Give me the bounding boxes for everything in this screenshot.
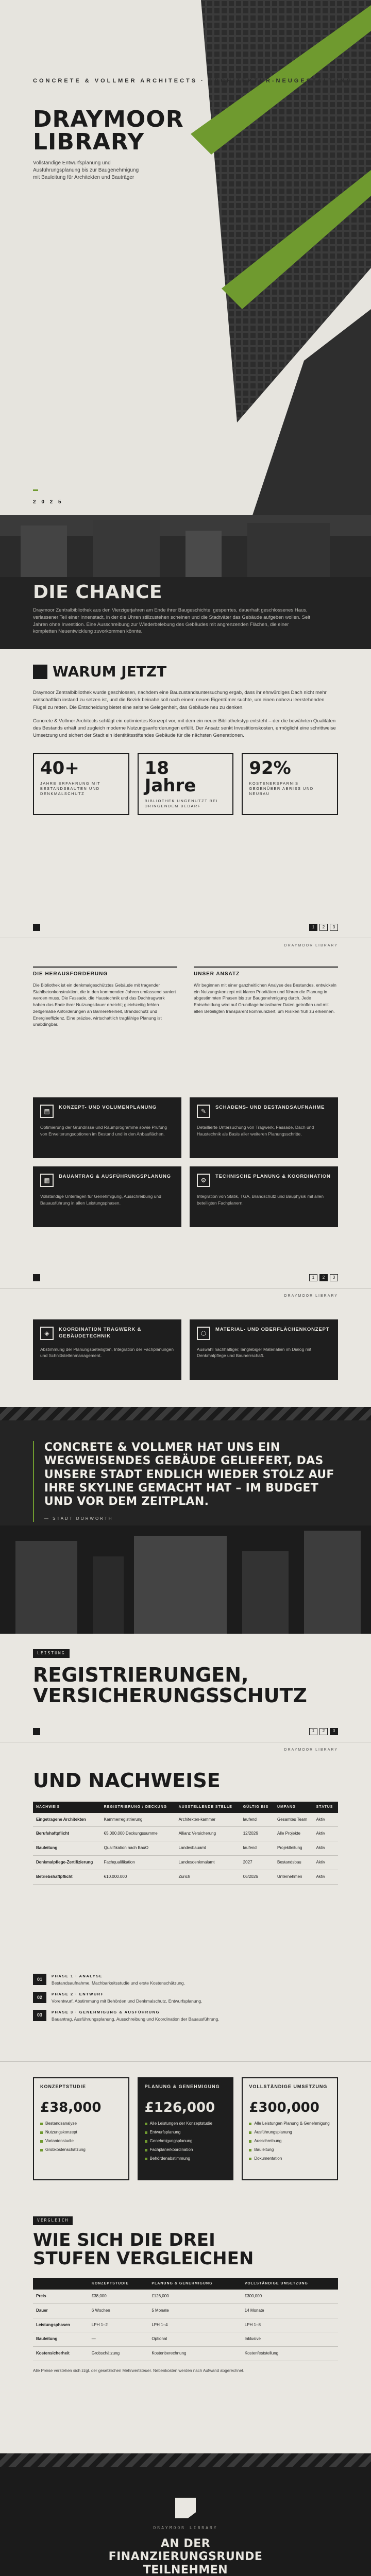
price-feature: Genehmigungsplanung xyxy=(145,2139,227,2144)
table-cell: Gesamtes Team xyxy=(274,1813,313,1827)
page-button[interactable]: 2 xyxy=(319,924,328,931)
photo-strip xyxy=(0,515,371,577)
table-cell: Bestandsbau xyxy=(274,1856,313,1870)
price-card[interactable] xyxy=(33,2077,129,2180)
step-number: 01 xyxy=(33,1974,46,1985)
service-body: Abstimmung der Planungsbeteiligten, Integration der Fachplanungen und Schnittstellenmanagement. xyxy=(40,1346,174,1359)
footnote: DRAYMOOR LIBRARY xyxy=(284,944,338,947)
service-card xyxy=(33,1097,181,1158)
price-features xyxy=(139,2121,233,2171)
page-buttons xyxy=(309,1728,338,1735)
table-row xyxy=(33,2303,338,2318)
proof-title: UND NACHWEISE xyxy=(33,1769,221,1792)
gear-icon: ⚙ xyxy=(197,1174,210,1187)
price-feature: Alle Leistungen der Konzeptstudie xyxy=(145,2121,227,2127)
price-features xyxy=(34,2121,128,2162)
table-cell: £300,000 xyxy=(242,2290,338,2303)
table-cell: Landesdenkmalamt xyxy=(176,1856,240,1870)
table-cell: — xyxy=(89,2332,149,2347)
table-cell: €10.000.000 xyxy=(101,1870,176,1884)
table-cell: Kostensicherheit xyxy=(33,2347,89,2361)
table-cell: laufend xyxy=(240,1813,274,1827)
price-feature: Behördenabstimmung xyxy=(145,2156,227,2162)
service-body: Detaillierte Untersuchung von Tragwerk, Fassade, Dach und Haustechnik als Basis aller weiteren Planungsschritte. xyxy=(197,1125,314,1137)
hazard-stripe xyxy=(0,2453,371,2467)
why-paragraph-2: Concrete & Vollmer Architects schlägt ein optimiertes Konzept vor, mit dem ein neuer Bibliothekstyp entsteht – der die bewährten Qualitäten des Bestands erhält und zugleich moderne Nutzungsanforderungen erfüllt. Der Ansatz senkt Investitionskosten, ermöglicht eine schrittweise Umsetzung und sichert der Stadt ein identitätsstiftendes Gebäude für die nächsten Generationen. xyxy=(33,718,336,739)
service-card xyxy=(190,1319,338,1380)
table-cell: 6 Wochen xyxy=(89,2303,149,2318)
quote-source: — STADT DORWORTH xyxy=(44,1516,113,1521)
service-card xyxy=(190,1166,338,1227)
service-title: TECHNISCHE PLANUNG & KOORDINATION xyxy=(215,1174,331,1180)
table-cell: Eingetragene Architekten xyxy=(33,1813,101,1827)
pager-1 xyxy=(0,917,371,938)
table-cell: Grobschätzung xyxy=(89,2347,149,2361)
service-body: Auswahl nachhaltiger, langlebiger Materialien im Dialog mit Denkmalpflege und Bauherrschaft. xyxy=(197,1346,312,1359)
challenge-title: DIE HERAUSFORDERUNG xyxy=(33,967,177,978)
service-title: SCHADENS- UND BESTANDSAUFNAHME xyxy=(215,1105,325,1111)
pricing-section xyxy=(0,2062,371,2211)
table-cell: Leistungsphasen xyxy=(33,2318,89,2332)
table-header: GÜLTIG BIS xyxy=(240,1802,274,1812)
steps-section xyxy=(0,1974,371,2061)
table-header: STATUS xyxy=(313,1802,338,1812)
table-cell: laufend xyxy=(240,1841,274,1856)
footnote: DRAYMOOR LIBRARY xyxy=(284,1294,338,1298)
table-header xyxy=(33,2278,89,2289)
service-body: Vollständige Unterlagen für Genehmigung, Ausschreibung und Bauausführung in allen Leistungsphasen. xyxy=(40,1194,161,1206)
stat-label: KOSTENERSPARNIS GEGENÜBER ABRISS UND NEUBAU xyxy=(249,781,314,796)
price-feature: Grobkostenschätzung xyxy=(40,2147,122,2153)
table-row xyxy=(33,1841,338,1856)
challenge-section xyxy=(0,953,371,1097)
table-row xyxy=(33,2290,338,2303)
why-section xyxy=(0,649,371,917)
service-card xyxy=(33,1319,181,1380)
table-cell: Architekten-kammer xyxy=(176,1813,240,1827)
compare-table xyxy=(33,2278,338,2361)
registration-title-line2: VERSICHERUNGSSCHUTZ xyxy=(33,1684,307,1707)
table-cell: Betriebshaftpflicht xyxy=(33,1870,101,1884)
service-title: MATERIAL- UND OBERFLÄCHENKONZEPT xyxy=(215,1326,330,1332)
step-body: Vorentwurf, Abstimmung mit Behörden und Denkmalschutz, Entwurfsplanung. xyxy=(52,1998,203,2004)
why-paragraph-1: Draymoor Zentralbibliothek wurde geschlossen, nachdem eine Bauzustandsuntersuchung ergab, dass ihr ehrwürdiges Dach nicht mehr wirtschaftlich instand zu setzen ist, und die Bezirk beinahe soll nach einem neuen Eigentümer suchte, um einen nahezu leerstehenden Flügel zu retten. Die Entscheidung bietet eine seltene Gelegenheit, das Gebäude neu zu denken. xyxy=(33,690,327,710)
step-item xyxy=(33,1992,338,2005)
price-title: PLANUNG & GENEHMIGUNG xyxy=(144,2084,220,2090)
step-body: Bauantrag, Ausführungsplanung, Ausschreibung und Koordination der Bauausführung. xyxy=(52,2016,220,2022)
page-buttons xyxy=(309,924,338,931)
price-feature: Entwurfsplanung xyxy=(145,2130,227,2136)
service-title: KOORDINATION TRAGWERK & GEBÄUDETECHNIK xyxy=(59,1326,142,1339)
table-row xyxy=(33,1856,338,1870)
logo-icon xyxy=(175,2498,196,2518)
price-value: £38,000 xyxy=(40,2100,102,2116)
page-button[interactable]: 1 xyxy=(309,1274,317,1281)
table-cell: Berufshaftpflicht xyxy=(33,1827,101,1841)
table-row xyxy=(33,1827,338,1841)
table-header: NACHWEIS xyxy=(33,1802,101,1812)
price-card[interactable] xyxy=(242,2077,338,2180)
hero-year: 2 0 2 5 xyxy=(33,499,63,505)
price-title: VOLLSTÄNDIGE UMSETZUNG xyxy=(249,2084,328,2090)
approach-col xyxy=(194,967,338,1028)
table-cell: Zurich xyxy=(176,1870,240,1884)
table-cell: Qualifikation nach BauO xyxy=(101,1841,176,1856)
why-title: WARUM JETZT xyxy=(53,663,167,680)
structure-icon: ◈ xyxy=(40,1327,54,1340)
heading-block-icon xyxy=(33,665,47,679)
step-heading: PHASE 1 · ANALYSE xyxy=(52,1974,103,1979)
cta-title-line3: TEILNEHMEN xyxy=(143,2563,228,2576)
price-value: £126,000 xyxy=(144,2100,215,2116)
page-button[interactable]: 3 xyxy=(330,1274,338,1281)
table-header: UMFANG xyxy=(274,1802,313,1812)
table-cell: Kostenberechnung xyxy=(148,2347,241,2361)
service-title: KONZEPT- UND VOLUMENPLANUNG xyxy=(59,1105,157,1111)
table-cell: Bauleitung xyxy=(33,2332,89,2347)
price-feature: Bauleitung xyxy=(249,2147,331,2153)
price-feature: Fachplanerkoordination xyxy=(145,2147,227,2153)
table-cell: Unternehmen xyxy=(274,1870,313,1884)
table-row xyxy=(33,2332,338,2347)
price-feature: Alle Leistungen Planung & Genehmigung xyxy=(249,2121,331,2127)
step-number: 02 xyxy=(33,1992,46,2003)
table-cell: Optional xyxy=(148,2332,241,2347)
survey-icon: ✎ xyxy=(197,1105,210,1118)
services-section xyxy=(0,1097,371,1267)
table-cell: Kammerregistrierung xyxy=(101,1813,176,1827)
table-cell: Kostenfeststellung xyxy=(242,2347,338,2361)
challenge-body: Die Bibliothek ist ein denkmalgeschütztes Gebäude mit tragender Stahlbetonkonstruktion, die in den kommenden Jahren umfassend saniert werden muss. Die Fassade, die Haustechnik und das Dachtragwerk haben das Ende ihrer Nutzungsdauer erreicht; gleichzeitig fehlen zeitgemäße Anforderungen an Barrierefreiheit, Brandschutz und Energieeffizienz. Eine präzise, wirtschaftlich tragfähige Planung ist unabdingbar. xyxy=(33,982,176,1027)
table-row xyxy=(33,2318,338,2332)
price-feature: Ausschreibung xyxy=(249,2139,331,2144)
step-number: 03 xyxy=(33,2010,46,2021)
hero-tag: CONCRETE & VOLLMER ARCHITECTS · ARCHITEKTUR-NEUGESTALTUNG xyxy=(33,78,353,84)
pager-2 xyxy=(0,1267,371,1288)
price-features xyxy=(243,2121,337,2171)
stat-card xyxy=(138,753,234,815)
cta-title-line1: AN DER xyxy=(160,2537,211,2551)
compare-note: Alle Preise verstehen sich zzgl. der gesetzlichen Mehrwertsteuer. Nebenkosten werden nach Aufwand abgerechnet. xyxy=(33,2368,245,2373)
chance-title: DIE CHANCE xyxy=(33,582,162,603)
quote-accent-bar xyxy=(33,1441,34,1522)
table-cell: Aktiv xyxy=(313,1870,338,1884)
compare-title-line1: WIE SICH DIE DREI xyxy=(33,2230,215,2251)
hero-title-line1: DRAYMOOR xyxy=(33,106,184,132)
plan-icon: ▤ xyxy=(40,1105,54,1118)
step-item xyxy=(33,1974,338,1987)
section-label: LEISTUNG xyxy=(33,1649,70,1658)
section-label: VERGLEICH xyxy=(33,2216,73,2225)
table-cell: Alle Projekte xyxy=(274,1827,313,1841)
hero-accent-mark xyxy=(33,489,38,491)
approach-title: UNSER ANSATZ xyxy=(194,967,338,978)
services-section-2 xyxy=(0,1304,371,1407)
table-cell: Dauer xyxy=(33,2303,89,2318)
stat-number: 18 Jahre xyxy=(144,757,196,796)
table-cell: Fachqualifikation xyxy=(101,1856,176,1870)
table-cell: LPH 1–4 xyxy=(148,2318,241,2332)
step-heading: PHASE 3 · GENEHMIGUNG & AUSFÜHRUNG xyxy=(52,2009,160,2014)
table-cell: Projektleitung xyxy=(274,1841,313,1856)
hero-subtitle: Vollständige Entwurfsplanung und Ausführungsplanung bis zur Baugenehmigung mit Bauleitung für Architekten und Bauträger xyxy=(33,160,139,180)
hero-section xyxy=(0,0,371,515)
page-buttons xyxy=(309,1274,338,1281)
table-header: VOLLSTÄNDIGE UMSETZUNG xyxy=(242,2278,338,2289)
page-marker-icon xyxy=(33,1274,40,1281)
cta-title xyxy=(0,2537,371,2576)
table-header: KONZEPTSTUDIE xyxy=(89,2278,149,2289)
blueprint-icon: ▦ xyxy=(40,1174,54,1187)
page-button[interactable]: 3 xyxy=(330,1728,338,1735)
stat-label: BIBLIOTHEK UNGENUTZT BEI DRINGENDEM BEDARF xyxy=(144,798,218,808)
price-title: KONZEPTSTUDIE xyxy=(40,2084,87,2090)
testimonial-section xyxy=(0,1407,371,1634)
step-item xyxy=(33,2010,338,2023)
service-body: Optimierung der Grundrisse und Raumprogramme sowie Prüfung von Erweiterungsoptionen im Bestand und in den Anbauflächen. xyxy=(40,1125,167,1137)
table-cell: 12/2026 xyxy=(240,1827,274,1841)
stat-number: 92% xyxy=(249,757,291,778)
table-cell: Bauleitung xyxy=(33,1841,101,1856)
compare-section xyxy=(0,2211,371,2453)
table-cell: €5.000.000 Deckungssumme xyxy=(101,1827,176,1841)
table-cell: 06/2026 xyxy=(240,1870,274,1884)
proof-section xyxy=(0,1757,371,1974)
stat-row xyxy=(33,753,338,815)
hazard-stripe xyxy=(0,1407,371,1420)
registration-section xyxy=(0,1634,371,1721)
price-feature: Ausführungsplanung xyxy=(249,2130,331,2136)
price-feature: Variantenstudie xyxy=(40,2139,122,2144)
table-cell: £126,000 xyxy=(148,2290,241,2303)
page-marker-icon xyxy=(33,1728,40,1735)
compare-title-line2: STUFEN VERGLEICHEN xyxy=(33,2248,254,2269)
page-button[interactable]: 1 xyxy=(309,924,317,931)
service-card xyxy=(33,1166,181,1227)
table-cell: Aktiv xyxy=(313,1813,338,1827)
table-cell: Denkmalpflege-Zertifizierung xyxy=(33,1856,101,1870)
table-cell: 2027 xyxy=(240,1856,274,1870)
why-heading xyxy=(33,665,338,679)
cta-title-line2: FINANZIERUNGSRUNDE xyxy=(108,2550,263,2564)
table-cell: Inklusive xyxy=(242,2332,338,2347)
cta-section xyxy=(0,2467,371,2576)
photo-texture xyxy=(0,515,371,577)
service-card xyxy=(190,1097,338,1158)
table-header: AUSSTELLENDE STELLE xyxy=(176,1802,240,1812)
chance-section xyxy=(0,515,371,649)
service-body: Integration von Statik, TGA, Brandschutz und Bauphysik mit allen beteiligten Fachplanern. xyxy=(197,1194,324,1206)
table-cell: Landesbauamt xyxy=(176,1841,240,1856)
quote-text: CONCRETE & VOLLMER HAT UNS EIN WEGWEISENDES GEBÄUDE GELIEFERT, DAS UNSERE STADT ENDLICH WIEDER STOLZ AUF IHRE SKYLINE GEMACHT HAT – IM BUDGET UND VOR DEM ZEITPLAN. xyxy=(44,1440,334,1509)
table-cell: £38,000 xyxy=(89,2290,149,2303)
page-button[interactable]: 3 xyxy=(330,924,338,931)
registration-title xyxy=(33,1665,338,1706)
challenge-col xyxy=(33,967,177,1028)
page-button[interactable]: 1 xyxy=(309,1728,317,1735)
material-icon: ⬡ xyxy=(197,1327,210,1340)
chance-body: Draymoor Zentralbibliothek aus den Vierzigerjahren am Ende ihrer Baugeschichte: gesperrtes, dauerhaft geschlossenes Haus, verlassener Teil einer Innenstadt, in der die Uhren stillzustehen scheinen und die Stadtväter das Gebäude aufgeben wollen. Seit Jahren ohne Investition. Eine Ausschreibung zur Wiederbelebung des Gebäudes mit angrenzenden Flächen, die einer kompletten Neuentwicklung zuvorkommen könnte. xyxy=(33,607,310,635)
step-body: Bestandsaufnahme, Machbarkeitsstudie und erste Kostenschätzung. xyxy=(52,1980,185,1986)
table-cell: 5 Monate xyxy=(148,2303,241,2318)
table-row xyxy=(33,1813,338,1827)
approach-body: Wir beginnen mit einer ganzheitlichen Analyse des Bestandes, entwickeln ein Nutzungskonzept mit klaren Prioritäten und führen die Planung in abgestimmten Phasen bis zur Baugenehmigung durch. Jede Entscheidung wird auf Grundlage belastbarer Daten getroffen und mit allen Beteiligten transparent kommuniziert, um Risiken früh zu erkennen. xyxy=(194,982,336,1014)
table-row xyxy=(33,2347,338,2361)
table-row xyxy=(33,1870,338,1884)
price-feature: Nutzungskonzept xyxy=(40,2130,122,2136)
proof-table xyxy=(33,1802,338,1884)
table-header: PLANUNG & GENEHMIGUNG xyxy=(148,2278,241,2289)
table-cell: Aktiv xyxy=(313,1841,338,1856)
price-card-featured[interactable] xyxy=(138,2077,234,2180)
table-cell: LPH 1–8 xyxy=(242,2318,338,2332)
page-marker-icon xyxy=(33,924,40,931)
table-cell: Aktiv xyxy=(313,1827,338,1841)
table-cell: 14 Monate xyxy=(242,2303,338,2318)
stat-number: 40+ xyxy=(40,757,79,778)
compare-title xyxy=(33,2231,338,2268)
hero-title-line2: LIBRARY xyxy=(33,129,145,155)
stat-label: JAHRE ERFAHRUNG MIT BESTANDSBAUTEN UND DENKMALSCHUTZ xyxy=(40,781,101,796)
price-value: £300,000 xyxy=(249,2100,319,2116)
cta-small: DRAYMOOR LIBRARY xyxy=(153,2526,218,2531)
price-feature: Bestandsanalyse xyxy=(40,2121,122,2127)
page-button[interactable]: 2 xyxy=(319,1728,328,1735)
hero-title xyxy=(33,108,184,154)
step-heading: PHASE 2 · ENTWURF xyxy=(52,1991,104,1996)
price-feature: Dokumentation xyxy=(249,2156,331,2162)
footnote: DRAYMOOR LIBRARY xyxy=(284,1748,338,1752)
table-cell: LPH 1–2 xyxy=(89,2318,149,2332)
table-cell: Allianz Versicherung xyxy=(176,1827,240,1841)
table-cell: Preis xyxy=(33,2290,89,2303)
service-title: BAUANTRAG & AUSFÜHRUNGSPLANUNG xyxy=(59,1174,171,1180)
registration-title-line1: REGISTRIERUNGEN, xyxy=(33,1663,249,1686)
page-button[interactable]: 2 xyxy=(319,1274,328,1281)
stat-card xyxy=(242,753,338,815)
pager-3 xyxy=(0,1721,371,1742)
table-cell: Aktiv xyxy=(313,1856,338,1870)
stat-card xyxy=(33,753,129,815)
building-photo xyxy=(0,1526,371,1634)
table-header: REGISTRIERUNG / DECKUNG xyxy=(101,1802,176,1812)
